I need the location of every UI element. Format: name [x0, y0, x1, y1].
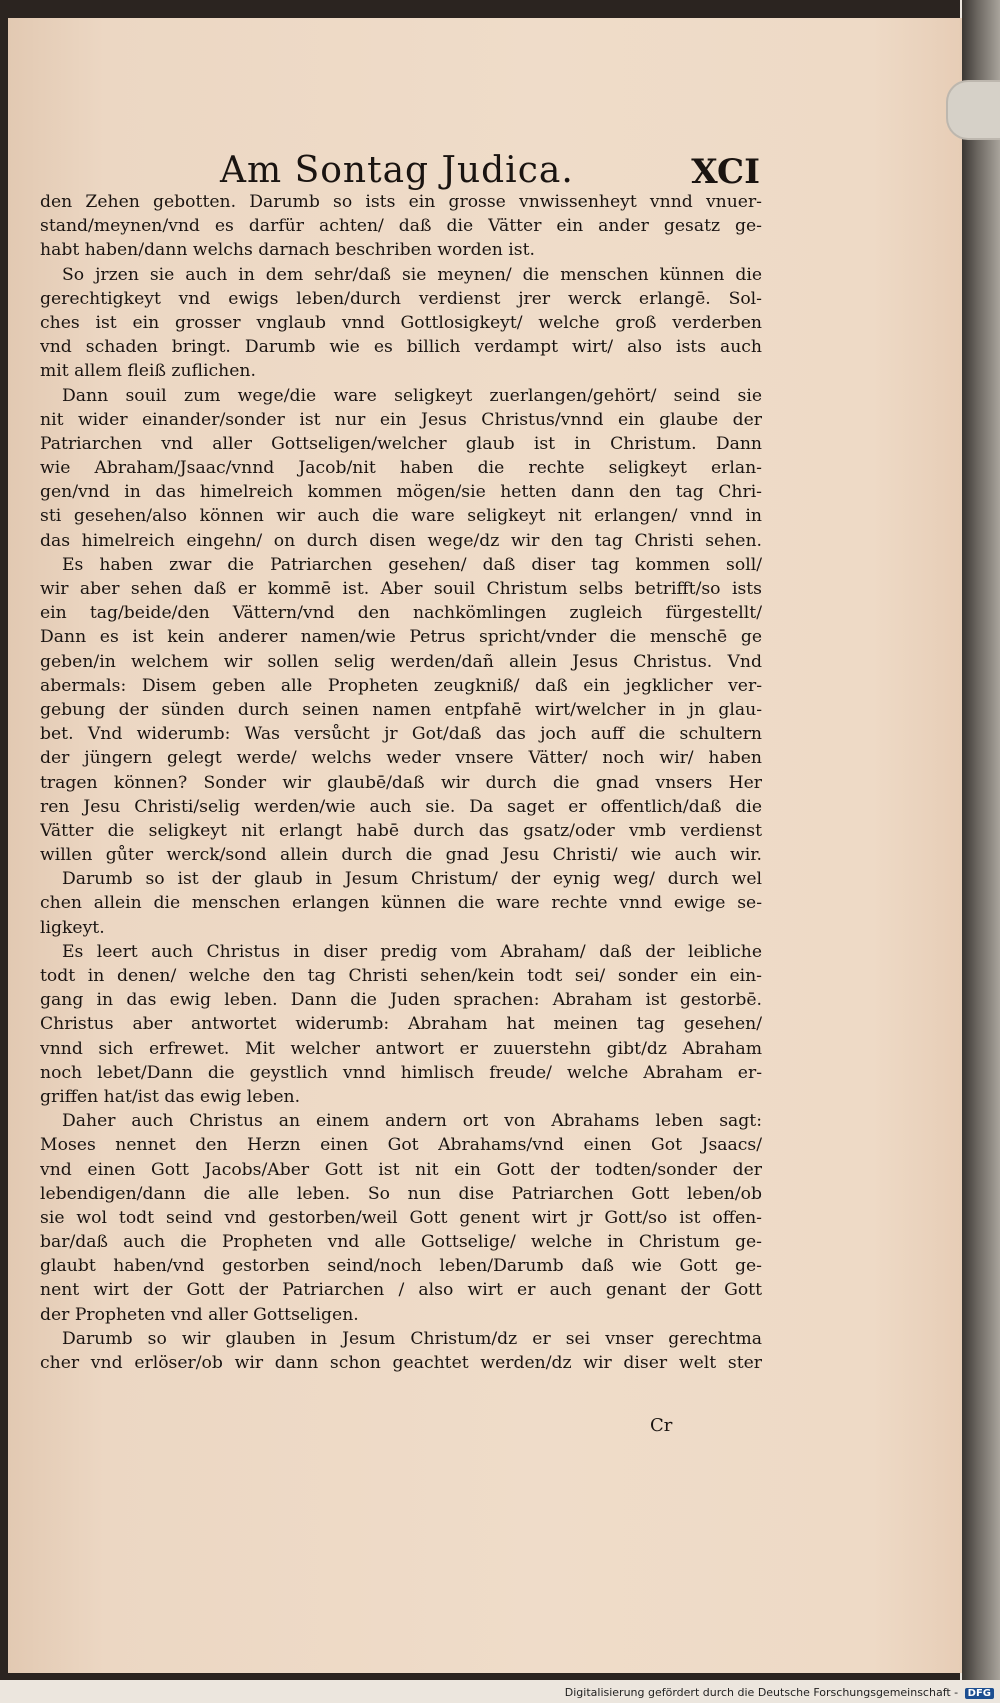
text-line: wie Abraham/Jsaac/vnnd Jacob/nit haben die rechte seligkeyt erlan- — [40, 458, 762, 479]
text-line: mit allem fleiß zuflichen. — [40, 361, 256, 382]
text-line: sti gesehen/also können wir auch die ware seligkeyt nit erlangen/ vnnd in — [40, 506, 762, 527]
text-line: den Zehen gebotten. Darumb so ists ein grosse vnwissenheyt vnnd vnuer- — [40, 192, 762, 212]
text-line: todt in denen/ welche den tag Christi sehen/kein todt sei/ sonder ein ein- — [40, 966, 762, 986]
text-line: willen gůter werck/sond allein durch die gnad Jesu Christi/ wie auch wir. — [40, 845, 762, 866]
text-line: gang in das ewig leben. Dann die Juden sprachen: Abraham ist gestorbē. — [40, 990, 762, 1011]
book-spine — [962, 0, 1000, 1680]
text-block — [40, 190, 762, 1375]
text-line: wir aber sehen daß er kommē ist. Aber souil Christum selbs betrifft/so ists — [40, 579, 762, 599]
text-line: griffen hat/ist das ewig leben. — [40, 1086, 301, 1107]
text-line: noch lebet/Dann die geystlich vnnd himlisch freude/ welche Abraham er- — [40, 1062, 762, 1083]
text-line: lebendigen/dann die alle leben. So nun dise Patriarchen Gott leben/ob — [40, 1183, 762, 1204]
text-line: gerechtigkeyt vnd ewigs leben/durch verdienst jrer werck erlangē. Sol- — [40, 288, 762, 309]
text-line: der Propheten vnd aller Gottseligen. — [40, 1304, 359, 1325]
text-line: nit wider einander/sonder ist nur ein Jesus Christus/vnnd ein glaube der — [40, 409, 762, 430]
text-line: chen allein die menschen erlangen künnen die ware rechte vnnd ewige se- — [40, 893, 762, 914]
text-line: Vätter die seligkeyt nit erlangt habē durch das gsatz/oder vmb verdienst — [40, 820, 762, 841]
text-line: Dann souil zum wege/die ware seligkeyt zuerlangen/gehört/ seind sie — [62, 385, 762, 406]
text-line: habt haben/dann welchs darnach beschriben worden ist. — [40, 240, 535, 261]
running-head — [40, 150, 760, 194]
text-line: bet. Vnd widerumb: Was versůcht jr Got/daß das joch auff die schultern — [40, 724, 762, 745]
text-line: vnnd sich erfrewet. Mit welcher antwort er zuuerstehn gibt/dz Abraham — [40, 1038, 762, 1059]
catchword: Cr — [650, 1415, 673, 1436]
text-line: Darumb so ist der glaub in Jesum Christum/ der eynig weg/ durch wel — [62, 869, 762, 890]
text-line: gebung der sünden durch seinen namen entpfahē wirt/welcher in jn glau- — [40, 699, 762, 720]
text-line: Moses nennet den Herzn einen Got Abrahams/vnd einen Got Jsaacs/ — [40, 1135, 762, 1156]
text-line: vnd schaden bringt. Darumb wie es billich verdampt wirt/ also ists auch — [40, 337, 762, 358]
text-line: nent wirt der Gott der Patriarchen / also wirt er auch genant der Gott — [40, 1280, 762, 1301]
text-line: das himelreich eingehn/ on durch disen wege/dz wir den tag Christi sehen. — [40, 530, 762, 551]
text-line: gen/vnd in das himelreich kommen mögen/sie hetten dann den tag Chri- — [40, 482, 762, 503]
text-line: Dann es ist kein anderer namen/wie Petrus spricht/vnder die menschē ge — [40, 627, 762, 648]
page-clip-tab — [946, 80, 1000, 140]
text-line: glaubt haben/vnd gestorben seind/noch leben/Darumb daß wie Gott ge- — [40, 1256, 762, 1277]
running-title: Am Sontag Judica. — [220, 150, 574, 191]
text-line: tragen können? Sonder wir glaubē/daß wir durch die gnad vnsers Her — [40, 772, 762, 793]
text-line: bar/daß auch die Propheten vnd alle Gottselige/ welche in Christum ge- — [40, 1232, 762, 1253]
dfg-logo: DFG — [965, 1688, 994, 1699]
text-line: ein tag/beide/den Vättern/vnd den nachkömlingen zugleich fürgestellt/ — [40, 603, 762, 624]
text-line: ligkeyt. — [40, 917, 105, 938]
credit-text: Digitalisierung gefördert durch die Deutsche Forschungsgemeinschaft - — [564, 1686, 959, 1699]
text-line: stand/meynen/vnd es darfür achten/ daß die Vätter ein ander gesatz ge- — [40, 216, 762, 237]
text-line: sie wol todt seind vnd gestorben/weil Gott genent wirt jr Gott/so ist offen- — [40, 1207, 762, 1228]
text-line: Patriarchen vnd aller Gottseligen/welcher glaub ist in Christum. Dann — [40, 433, 762, 454]
digitization-credit — [565, 1686, 994, 1699]
text-line: vnd einen Gott Jacobs/Aber Gott ist nit ein Gott der todten/sonder der — [40, 1159, 762, 1180]
text-line: geben/in welchem wir sollen selig werden/dañ allein Jesus Christus. Vnd — [40, 651, 762, 672]
text-line: ren Jesu Christi/selig werden/wie auch sie. Da saget er offentlich/daß die — [40, 796, 762, 817]
text-line: cher vnd erlöser/ob wir dann schon geachtet werden/dz wir diser welt ster — [40, 1353, 762, 1373]
text-line: Christus aber antwortet widerumb: Abraham hat meinen tag gesehen/ — [40, 1014, 762, 1035]
text-line: Daher auch Christus an einem andern ort von Abrahams leben sagt: — [62, 1111, 762, 1132]
folio-number: XCI — [691, 152, 760, 192]
text-line: Darumb so wir glauben in Jesum Christum/dz er sei vnser gerechtma — [62, 1328, 762, 1349]
text-line: abermals: Disem geben alle Propheten zeugkniß/ daß ein jegklicher ver- — [40, 675, 762, 696]
text-line: der jüngern gelegt werde/ welchs weder vnsere Vätter/ noch wir/ haben — [40, 748, 762, 769]
text-line: So jrzen sie auch in dem sehr/daß sie meynen/ die menschen künnen die — [62, 264, 762, 285]
text-line: Es leert auch Christus in diser predig vom Abraham/ daß der leibliche — [62, 941, 762, 962]
text-line: ches ist ein grosser vnglaub vnnd Gottlosigkeyt/ welche groß verderben — [40, 312, 762, 333]
text-line: Es haben zwar die Patriarchen gesehen/ daß diser tag kommen soll/ — [62, 554, 762, 575]
